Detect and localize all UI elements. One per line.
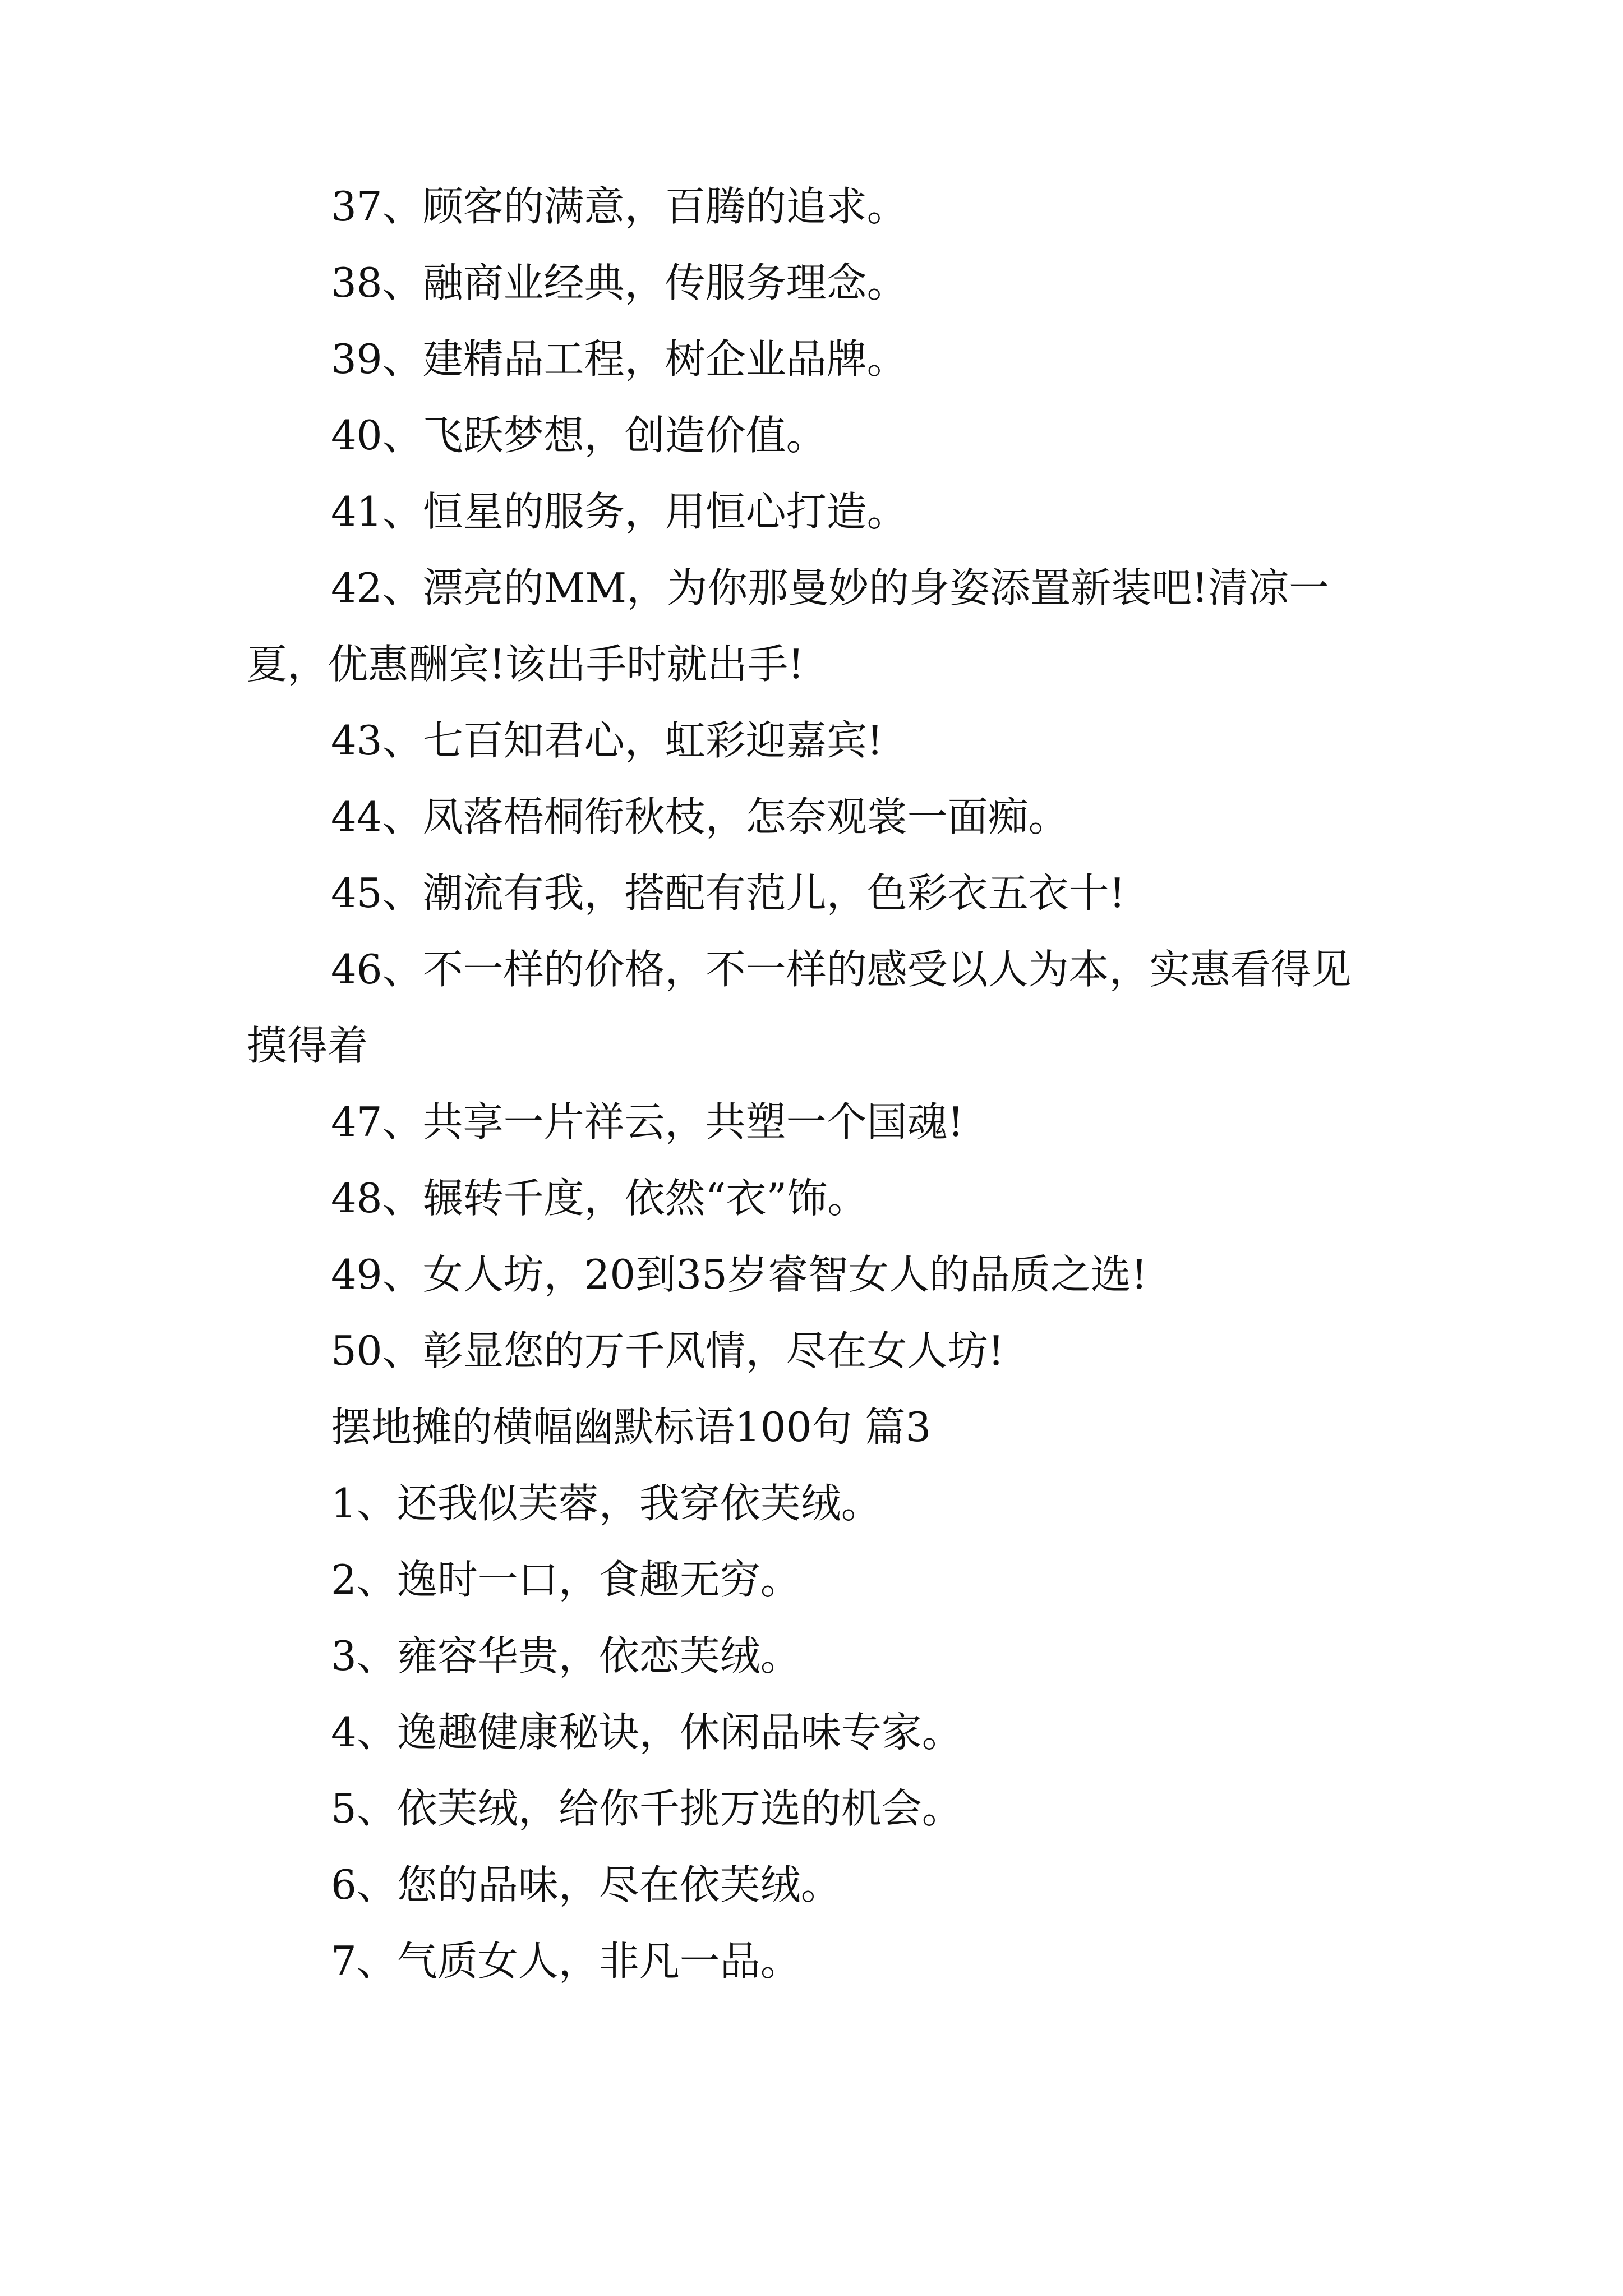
paragraph-5: 5、依芙绒，给你千挑万选的机会。 <box>331 1785 962 1832</box>
paragraph-42: 42、漂亮的MM，为你那曼妙的身姿添置新装吧!清凉一夏，优惠酬宾!该出手时就出手! <box>247 564 1329 688</box>
paragraph-40: 40、飞跃梦想，创造价值。 <box>331 412 827 459</box>
paragraph-39: 39、建精品工程，树企业品牌。 <box>331 335 907 383</box>
paragraph-6: 6、您的品味，尽在依芙绒。 <box>331 1861 841 1908</box>
paragraph-1: 1、还我似芙蓉，我穿依芙绒。 <box>331 1480 882 1527</box>
section-heading: 摆地摊的横幅幽默标语100句 篇3 <box>331 1404 932 1451</box>
document-body <box>247 168 1385 1999</box>
paragraph-46: 46、不一样的价格，不一样的感受以人为本，实惠看得见摸得着 <box>247 946 1352 1069</box>
paragraph-49: 49、女人坊，20到35岁睿智女人的品质之选! <box>331 1251 1147 1298</box>
paragraph-2: 2、逸时一口，食趣无穷。 <box>331 1556 801 1603</box>
paragraph-45: 45、潮流有我，搭配有范儿，色彩衣五衣十! <box>331 869 1126 917</box>
paragraph-41: 41、恒星的服务，用恒心打造。 <box>331 488 907 535</box>
paragraph-37: 37、顾客的满意，百腾的追求。 <box>331 183 907 230</box>
paragraph-4: 4、逸趣健康秘诀，休闲品味专家。 <box>331 1709 962 1756</box>
paragraph-43: 43、七百知君心，虹彩迎嘉宾! <box>331 717 883 764</box>
paragraph-50: 50、彰显您的万千风情，尽在女人坊! <box>331 1327 1004 1374</box>
paragraph-38: 38、融商业经典，传服务理念。 <box>331 259 907 306</box>
paragraph-44: 44、凤落梧桐衔秋枝，怎奈观裳一面痴。 <box>331 793 1069 840</box>
paragraph-3: 3、雍容华贵，依恋芙绒。 <box>331 1632 801 1680</box>
paragraph-47: 47、共享一片祥云，共塑一个国魂! <box>331 1098 964 1145</box>
paragraph-48: 48、辗转千度，依然“衣”饰。 <box>331 1175 868 1222</box>
paragraph-7: 7、气质女人，非凡一品。 <box>331 1938 801 1985</box>
